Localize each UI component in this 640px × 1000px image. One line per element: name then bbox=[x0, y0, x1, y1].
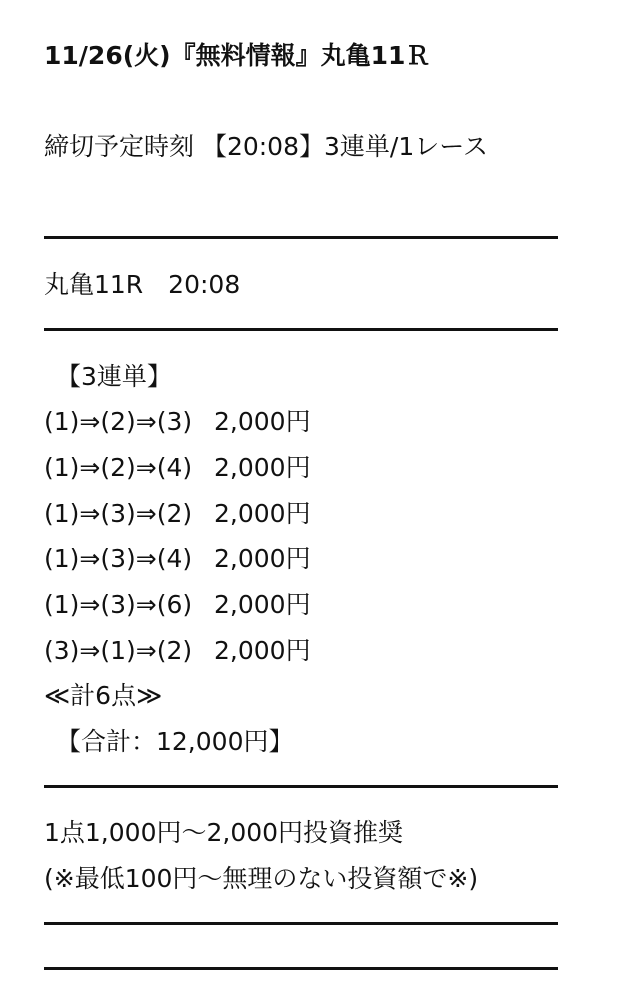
bet-combo: (3)⇒(1)⇒(2) bbox=[44, 636, 193, 665]
divider bbox=[44, 785, 558, 788]
bet-amount: 2,000円 bbox=[214, 636, 311, 665]
bet-combo: (1)⇒(2)⇒(3) bbox=[44, 407, 193, 436]
bet-type-label: 【3連単】 bbox=[56, 362, 172, 391]
bet-row bbox=[44, 452, 311, 484]
bet-combo: (1)⇒(3)⇒(4) bbox=[44, 544, 193, 573]
divider bbox=[44, 236, 558, 239]
bet-amount: 2,000円 bbox=[214, 590, 311, 619]
bet-amount: 2,000円 bbox=[214, 407, 311, 436]
bet-row bbox=[44, 635, 311, 667]
bet-combo: (1)⇒(3)⇒(6) bbox=[44, 590, 193, 619]
bet-amount: 2,000円 bbox=[214, 453, 311, 482]
divider bbox=[44, 922, 558, 925]
points-total: ≪計6点≫ bbox=[44, 681, 163, 710]
post-title: 11/26(火)『無料情報』丸亀11Ｒ bbox=[44, 41, 431, 70]
recommendation: 1点1,000円～2,000円投資推奨 bbox=[44, 818, 404, 847]
sum-total: 【合計：12,000円】 bbox=[56, 727, 294, 756]
divider bbox=[44, 967, 558, 970]
divider bbox=[44, 328, 558, 331]
race-line: 丸亀11R 20:08 bbox=[44, 270, 241, 299]
bet-combo: (1)⇒(3)⇒(2) bbox=[44, 499, 193, 528]
deadline-line: 締切予定時刻 【20:08】3連単/1レース bbox=[44, 132, 488, 161]
bet-row bbox=[44, 589, 311, 621]
bet-row bbox=[44, 498, 311, 530]
bet-amount: 2,000円 bbox=[214, 544, 311, 573]
bet-row bbox=[44, 543, 311, 575]
bet-amount: 2,000円 bbox=[214, 499, 311, 528]
bet-combo: (1)⇒(2)⇒(4) bbox=[44, 453, 193, 482]
note: (※最低100円～無理のない投資額で※) bbox=[44, 864, 479, 893]
bet-row bbox=[44, 406, 311, 438]
